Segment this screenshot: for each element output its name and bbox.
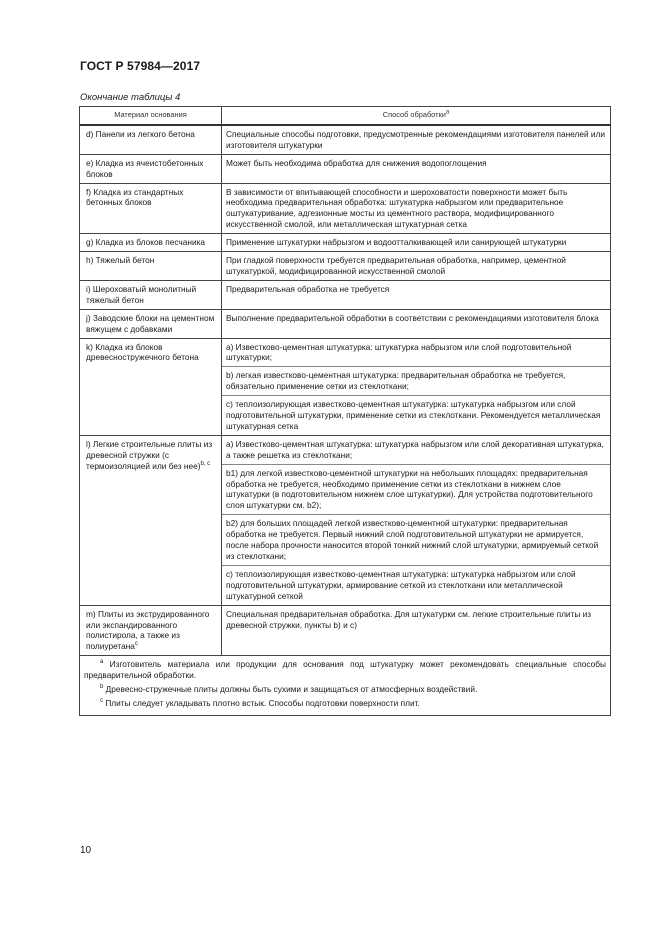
- table-row: [80, 309, 611, 338]
- table-row: [80, 125, 611, 154]
- footnote-text: Древесно-стружечные плиты должны быть сухими и защищаться от атмосферных воздействий.: [105, 684, 478, 695]
- material-cell: f) Кладка из стандартных бетонных блоков: [80, 183, 222, 234]
- table-header-row: [80, 107, 611, 125]
- method-cell: [222, 338, 611, 435]
- material-cell: e) Кладка из ячеистобетонных блоков: [80, 154, 222, 183]
- method-option: b1) для легкой известково-цементной штукатурки на небольших площадях: предварительная обработка не требуется, необходимо применение сетки из стеклоткани в нижнем слое штукатурки (в подготовительном нижнем слое штукатурки). Для устройства подготовительного слоя штукатурки см. b2);: [222, 464, 610, 515]
- footnote-mark: b: [100, 684, 104, 691]
- table-row: [80, 154, 611, 183]
- material-cell: i) Шероховатый монолитный тяжелый бетон: [80, 280, 222, 309]
- method-cell: В зависимости от впитывающей способности и шероховатости поверхности может быть необходима предварительная обработка: штукатурка набрызгом или предварительное оштукатуривание, адгезионные мосты из цементного раствора, модифицированного искусственной смолой, или металлическая штукатурная сетка: [222, 183, 611, 234]
- material-cell: k) Кладка из блоков древесностружечного бетона: [80, 338, 222, 435]
- footnote-ref: b, c: [200, 460, 211, 467]
- method-option: c) теплоизолирующая известково-цементная штукатурка: штукатурка набрызгом или слой подготовительной штукатурки, применение сетки из стеклоткани. Рекомендуется металлическая штукатурная сетка: [222, 395, 610, 435]
- col-header-method-text: Способ обработки: [382, 110, 446, 119]
- col-header-method: [222, 107, 611, 125]
- material-cell: [80, 605, 222, 656]
- method-option: a) Известково-цементная штукатурка: штукатурка набрызгом или слой подготовительной штукатурки;: [226, 341, 572, 363]
- table-notes-row: [80, 656, 611, 716]
- table-row: [80, 338, 611, 435]
- footnote-text: Плиты следует укладывать плотно встык. Способы подготовки поверхности плит.: [105, 697, 420, 708]
- material-cell: g) Кладка из блоков песчаника: [80, 234, 222, 252]
- method-cell: Может быть необходима обработка для снижения водопоглощения: [222, 154, 611, 183]
- method-cell: [222, 435, 611, 605]
- table-row: [80, 234, 611, 252]
- method-option: b2) для больших площадей легкой известково-цементной штукатурки: предварительная обработка не требуется. Первый нижний слой подготовительной штукатурки не армируется, после набора прочности наносится второй тонкий нижний слой штукатурки, армируемый сеткой из стеклоткани;: [222, 514, 610, 565]
- table-row: [80, 252, 611, 281]
- method-cell: Выполнение предварительной обработки в соответствии с рекомендациями изготовителя блока: [222, 309, 611, 338]
- method-cell: Специальная предварительная обработка. Для штукатурки см. легкие строительные плиты из древесной стружки, пункты b) и c): [222, 605, 611, 656]
- method-option: b) легкая известково-цементная штукатурка: предварительная обработка не требуется, обязательно применение сетки из стеклоткани;: [222, 366, 610, 395]
- page-number: 10: [80, 845, 92, 856]
- method-option: a) Известково-цементная штукатурка: штукатурка набрызгом или слой декоративная штукатурка, а также решетка из стеклоткани;: [226, 438, 604, 460]
- material-cell: h) Тяжелый бетон: [80, 252, 222, 281]
- footnote-mark: c: [100, 698, 103, 705]
- footnote: [84, 659, 606, 681]
- table-row: [80, 280, 611, 309]
- method-cell: Специальные способы подготовки, предусмотренные рекомендациями изготовителя панелей или изготовителя штукатурки: [222, 125, 611, 154]
- method-cell: При гладкой поверхности требуется предварительная обработка, например, цементной штукатуркой, модифицированной искусственной смолой: [222, 252, 611, 281]
- method-cell: Применение штукатурки набрызгом и водоотталкивающей или санирующей штукатурки: [222, 234, 611, 252]
- footnote-text: Изготовитель материала или продукции для основания под штукатурку может рекомендовать специальные способы предварительной обработки.: [84, 659, 606, 681]
- table-row: [80, 183, 611, 234]
- table-row: [80, 605, 611, 656]
- material-text: m) Плиты из экструдированного или экспандированного полистирола, а также из полиуретана: [86, 608, 210, 652]
- treatment-table: [79, 106, 611, 716]
- material-cell: d) Панели из легкого бетона: [80, 125, 222, 154]
- footnote-ref: c: [134, 641, 138, 648]
- col-header-method-sup: a: [445, 109, 450, 116]
- footnote-mark: a: [100, 659, 104, 666]
- method-cell: Предварительная обработка не требуется: [222, 280, 611, 309]
- material-cell: j) Заводские блоки на цементном вяжущем с добавками: [80, 309, 222, 338]
- table-caption: Окончание таблицы 4: [80, 92, 181, 103]
- footnote: [84, 684, 606, 695]
- material-cell: [80, 435, 222, 605]
- col-header-material: Материал основания: [80, 107, 222, 125]
- table-notes: [80, 656, 611, 716]
- table-row: [80, 435, 611, 605]
- material-text: l) Легкие строительные плиты из древесной стружки (с термоизоляцией или без нее): [86, 438, 213, 471]
- method-option: c) теплоизолирующая известково-цементная штукатурка: штукатурка набрызгом или слой подготовительной штукатурки, армирование сеткой из стеклоткани или металлической штукатурной сеткой: [222, 565, 610, 605]
- document-code: ГОСТ Р 57984—2017: [80, 59, 201, 73]
- footnote: [84, 698, 606, 709]
